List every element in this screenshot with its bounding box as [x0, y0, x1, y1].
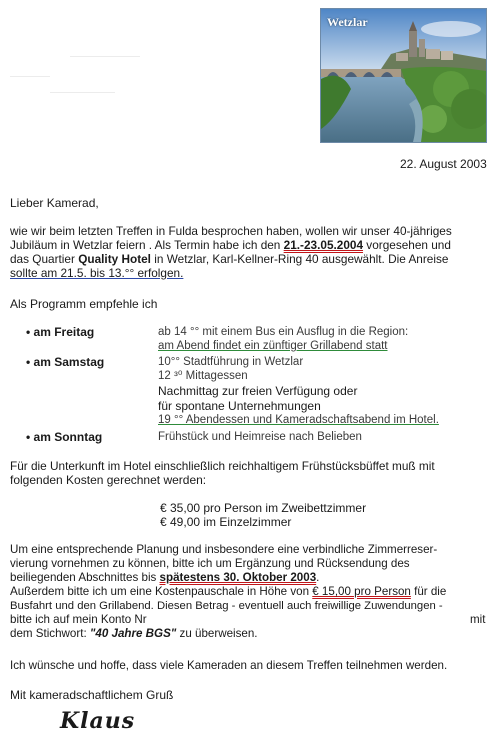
planning-text: für die [410, 585, 447, 598]
planning-line-6-start: bitte ich auf mein Konto Nr [10, 613, 147, 626]
planning-line-7 [10, 627, 258, 641]
friday-item-1: ab 14 °° mit einem Bus ein Ausflug in die Region: [158, 326, 409, 338]
cost-double-room: € 35,00 pro Person im Zweibettzimmer [160, 501, 367, 515]
planning-line-2: vierung vornehmen zu können, bitte ich um Ergänzung und Rücksendung des [10, 557, 410, 570]
saturday-item-1: 10°° Stadtführung in Wetzlar [158, 356, 304, 368]
saturday-item-2: 12 ³⁰ Mittagessen [158, 370, 248, 382]
planning-line-3 [10, 571, 319, 585]
regards: Mit kameradschaftlichem Gruß [10, 688, 174, 702]
costs-intro-2: folgenden Kosten gerechnet werden: [10, 473, 207, 487]
planning-text: beiliegenden Abschnittes bis [10, 571, 160, 584]
intro-line-2 [10, 238, 451, 252]
day-label: am Samstag [33, 355, 105, 369]
planning-line-5: Busfahrt und den Grillabend. Diesen Betrag - eventuell auch freiwillige Zuwendungen - [10, 600, 443, 612]
bullet-friday: • am Freitag [26, 325, 95, 339]
transfer-keyword: "40 Jahre BGS" [89, 627, 177, 640]
photo-caption: Wetzlar [327, 15, 368, 29]
planning-text: Außerdem bitte ich um eine Kostenpauschale in Höhe von [10, 585, 313, 598]
day-label: am Sonntag [33, 430, 103, 444]
intro-text: in Wetzlar, Karl-Kellner-Ring 40 ausgewählt. Die Anreise [150, 252, 449, 266]
planning-text: . [316, 571, 320, 584]
deadline-date: spätestens 30. Oktober 2003 [159, 571, 317, 584]
saturday-item-3: Nachmittag zur freien Verfügung oder [158, 384, 358, 398]
planning-text: zu überweisen. [176, 627, 258, 640]
intro-line-4: sollte am 21.5. bis 13.°° erfolgen. [10, 266, 184, 280]
planning-text: dem Stichwort: [10, 627, 90, 640]
redacted-sender-line [70, 56, 140, 57]
intro-text: vorgesehen und [363, 238, 451, 252]
bullet-sunday: • am Sonntag [26, 430, 103, 444]
planning-line-6-end: mit [470, 613, 486, 626]
bullet-saturday: • am Samstag [26, 355, 105, 369]
letter-date: 22. August 2003 [400, 157, 487, 171]
planning-line-4 [10, 585, 446, 599]
cost-single-room: € 49,00 im Einzelzimmer [160, 515, 292, 529]
event-dates: 21.-23.05.2004 [283, 238, 364, 252]
signature: Klaus [60, 708, 136, 734]
fee-amount: € 15,00 pro Person [312, 585, 411, 598]
hotel-name: Quality Hotel [78, 252, 151, 266]
sunday-item-1: Frühstück und Heimreise nach Belieben [158, 431, 362, 443]
planning-line-1: Um eine entsprechende Planung und insbesondere eine verbindliche Zimmerreser- [10, 543, 438, 556]
salutation: Lieber Kamerad, [10, 196, 99, 210]
saturday-item-4: für spontane Unternehmungen [158, 399, 321, 413]
day-label: am Freitag [33, 325, 95, 339]
intro-text: das Quartier [10, 252, 79, 266]
saturday-item-5: 19 °° Abendessen und Kameradschaftsabend im Hotel. [158, 414, 439, 426]
redacted-sender-line [10, 76, 50, 77]
redacted-sender-line [50, 92, 115, 93]
friday-item-2: am Abend findet ein zünftiger Grillabend statt [158, 340, 388, 352]
wetzlar-photo [320, 8, 487, 143]
intro-line-3 [10, 252, 448, 266]
intro-text: Jubiläum in Wetzlar feiern . Als Termin habe ich den [10, 238, 284, 252]
program-intro: Als Programm empfehle ich [10, 297, 158, 311]
intro-line-1: wie wir beim letzten Treffen in Fulda besprochen haben, wollen wir unser 40-jähriges [10, 224, 452, 238]
costs-intro-1: Für die Unterkunft im Hotel einschließlich reichhaltigem Frühstücksbüffet muß mit [10, 459, 435, 473]
closing-wish: Ich wünsche und hoffe, dass viele Kameraden an diesem Treffen teilnehmen werden. [10, 659, 448, 672]
